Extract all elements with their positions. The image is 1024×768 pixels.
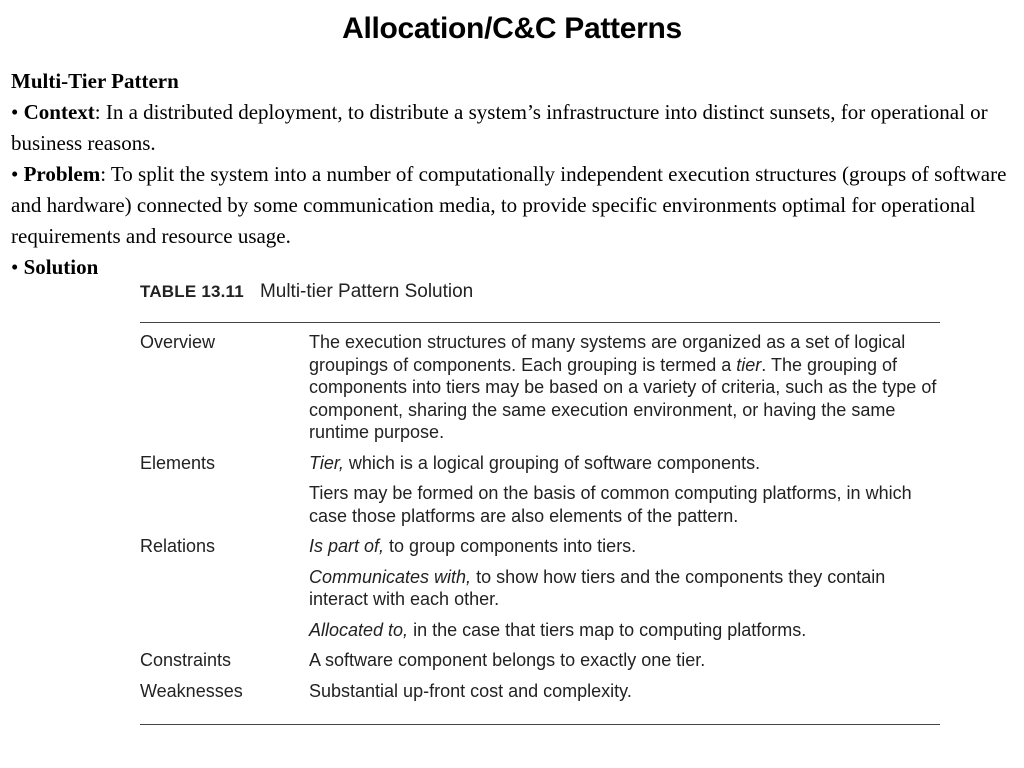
table-top-rule (140, 322, 940, 323)
pattern-heading-text: Multi-Tier Pattern (11, 69, 179, 93)
row-description (309, 331, 940, 444)
problem-label: Problem (23, 162, 101, 186)
problem-text: : To split the system into a number of computationally independent execution structures (groups of software and hardware) connected by some communication media, to provide specific environments optimal for operational requirements and resource usage. (11, 162, 1007, 248)
text-run: . The grouping of components into tiers may be based on a variety of criteria, such as the type of component, sharing the same execution environment, or having the same runtime purpose. (309, 354, 937, 442)
context-text: : In a distributed deployment, to distribute a system’s infrastructure into distinct sunsets, for operational or business reasons. (11, 100, 988, 155)
row-description (309, 680, 940, 703)
solution-label: Solution (23, 255, 99, 279)
bullet-marker: • (11, 100, 19, 124)
weaknesses-text: Substantial up-front cost and complexity. (309, 680, 632, 701)
table-row-relations (140, 535, 940, 641)
row-label: Constraints (140, 650, 232, 670)
text-run: in the case that tiers map to computing platforms. (408, 619, 807, 640)
table-row-constraints (140, 649, 940, 672)
context-label: Context (23, 100, 95, 124)
row-description (309, 535, 940, 641)
constraints-text: A software component belongs to exactly one tier. (309, 650, 706, 670)
context-bullet (11, 97, 1011, 159)
text-run: The execution structures of many systems are organized as a set of logical groupings of components. Each grouping is termed a (309, 332, 906, 375)
elements-text-2: Tiers may be formed on the basis of common computing platforms, in which case those platforms are also elements of the pattern. (309, 483, 912, 526)
table-number: TABLE 13.11 (140, 282, 244, 301)
row-description (309, 452, 940, 528)
table-caption-text: Multi-tier Pattern Solution (259, 281, 474, 302)
slide-title: Allocation/C&C Patterns (342, 12, 682, 45)
solution-table (140, 278, 940, 725)
text-run-italic: Communicates with, (309, 566, 472, 587)
elements-text-1 (309, 452, 940, 475)
relations-text-2 (309, 566, 940, 611)
text-run: which is a logical grouping of software components. (343, 452, 761, 473)
text-run-italic: Tier, (309, 452, 344, 473)
text-run-italic: tier (736, 354, 762, 375)
overview-text (309, 331, 940, 444)
bullet-marker: • (11, 255, 19, 279)
table-caption (140, 278, 940, 308)
row-label: Overview (140, 332, 216, 352)
bullet-marker: • (11, 162, 19, 186)
row-label: Elements (140, 452, 216, 473)
relations-text-1 (309, 535, 940, 558)
table-bottom-rule (140, 724, 940, 725)
row-label: Relations (140, 536, 216, 556)
text-run: to group components into tiers. (384, 536, 637, 556)
relations-text-3 (309, 619, 940, 642)
problem-bullet (11, 159, 1011, 252)
row-label: Weaknesses (140, 680, 243, 701)
table-row-overview (140, 331, 940, 444)
table-row-elements (140, 452, 940, 528)
slide-body (11, 66, 1011, 283)
table-row-weaknesses (140, 680, 940, 703)
text-run: to show how tiers and the components they contain interact with each other. (309, 566, 886, 609)
row-description (309, 649, 940, 672)
text-run-italic: Allocated to, (309, 619, 409, 640)
pattern-heading (11, 66, 1011, 97)
text-run-italic: Is part of, (309, 536, 385, 556)
